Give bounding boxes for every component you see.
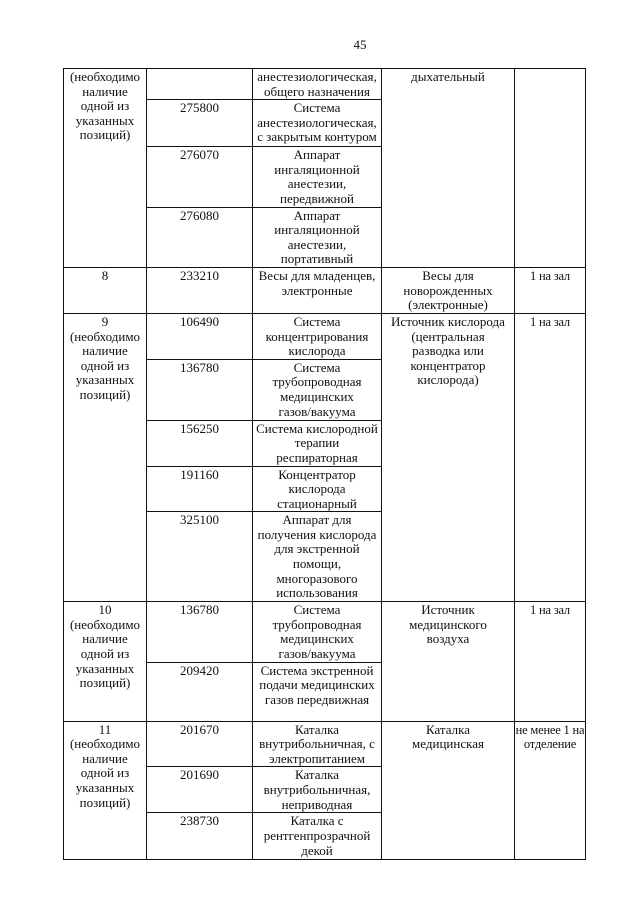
code-cell: 136780	[147, 359, 253, 420]
device-name-cell: Система экстренной подачи медицинских газов передвижная	[253, 662, 382, 721]
device-name-cell: Система трубопроводная медицинских газов/вакуума	[253, 359, 382, 420]
code-cell: 238730	[147, 813, 253, 860]
device-name-cell: Концентратор кислорода стационарный	[253, 466, 382, 512]
type-cell: Источник кислорода (центральная разводка или концентратор кислорода)	[382, 313, 515, 601]
device-name-cell: Весы для младенцев, электронные	[253, 267, 382, 313]
type-cell: Каталка медицинская	[382, 721, 515, 860]
type-cell: дыхательный	[382, 69, 515, 268]
code-cell: 275800	[147, 100, 253, 147]
device-name-cell: Каталка внутрибольничная, неприводная	[253, 767, 382, 813]
code-cell: 209420	[147, 662, 253, 721]
code-cell: 156250	[147, 420, 253, 466]
page-number: 45	[353, 37, 367, 52]
group-label-cell: 10 (необходимо наличие одной из указанных позиций)	[64, 602, 147, 721]
quantity-cell: 1 на зал	[515, 602, 586, 721]
group-label-cell: 11 (необходимо наличие одной из указанных позиций)	[64, 721, 147, 860]
device-name-cell: Аппарат ингаляционной анестезии, портативный	[253, 207, 382, 267]
device-name-cell: Каталка с рентгенпрозрачной декой	[253, 813, 382, 860]
group-label-cell: 9 (необходимо наличие одной из указанных позиций)	[64, 313, 147, 601]
quantity-cell	[515, 69, 586, 268]
device-name-cell: Аппарат ингаляционной анестезии, передвижной	[253, 147, 382, 207]
equipment-table	[63, 68, 586, 860]
device-name-cell: анестезиологическая, общего назначения	[253, 69, 382, 100]
quantity-cell: 1 на зал	[515, 267, 586, 313]
group-label-cell: 8	[64, 267, 147, 313]
type-cell: Источник медицинского воздуха	[382, 602, 515, 721]
device-name-cell: Система трубопроводная медицинских газов/вакуума	[253, 602, 382, 662]
device-name-cell: Система концентрирования кислорода	[253, 313, 382, 359]
table-row	[64, 313, 586, 359]
quantity-cell: 1 на зал	[515, 313, 586, 601]
code-cell: 201690	[147, 767, 253, 813]
device-name-cell: Каталка внутрибольничная, с электропитанием	[253, 721, 382, 767]
device-name-cell: Система кислородной терапии респираторная	[253, 420, 382, 466]
table-row	[64, 267, 586, 313]
code-cell: 325100	[147, 512, 253, 602]
device-name-cell: Система анестезиологическая, с закрытым контуром	[253, 100, 382, 147]
table-row	[64, 721, 586, 767]
code-cell: 201670	[147, 721, 253, 767]
code-cell: 136780	[147, 602, 253, 662]
table-row	[64, 69, 586, 100]
code-cell: 233210	[147, 267, 253, 313]
table-row	[64, 602, 586, 662]
group-label-cell: (необходимо наличие одной из указанных позиций)	[64, 69, 147, 268]
code-cell: 276070	[147, 147, 253, 207]
type-cell: Весы для новорожденных (электронные)	[382, 267, 515, 313]
code-cell: 106490	[147, 313, 253, 359]
code-cell	[147, 69, 253, 100]
quantity-cell: не менее 1 на отделение	[515, 721, 586, 860]
code-cell: 191160	[147, 466, 253, 512]
code-cell: 276080	[147, 207, 253, 267]
device-name-cell: Аппарат для получения кислорода для экстренной помощи, многоразового использования	[253, 512, 382, 602]
